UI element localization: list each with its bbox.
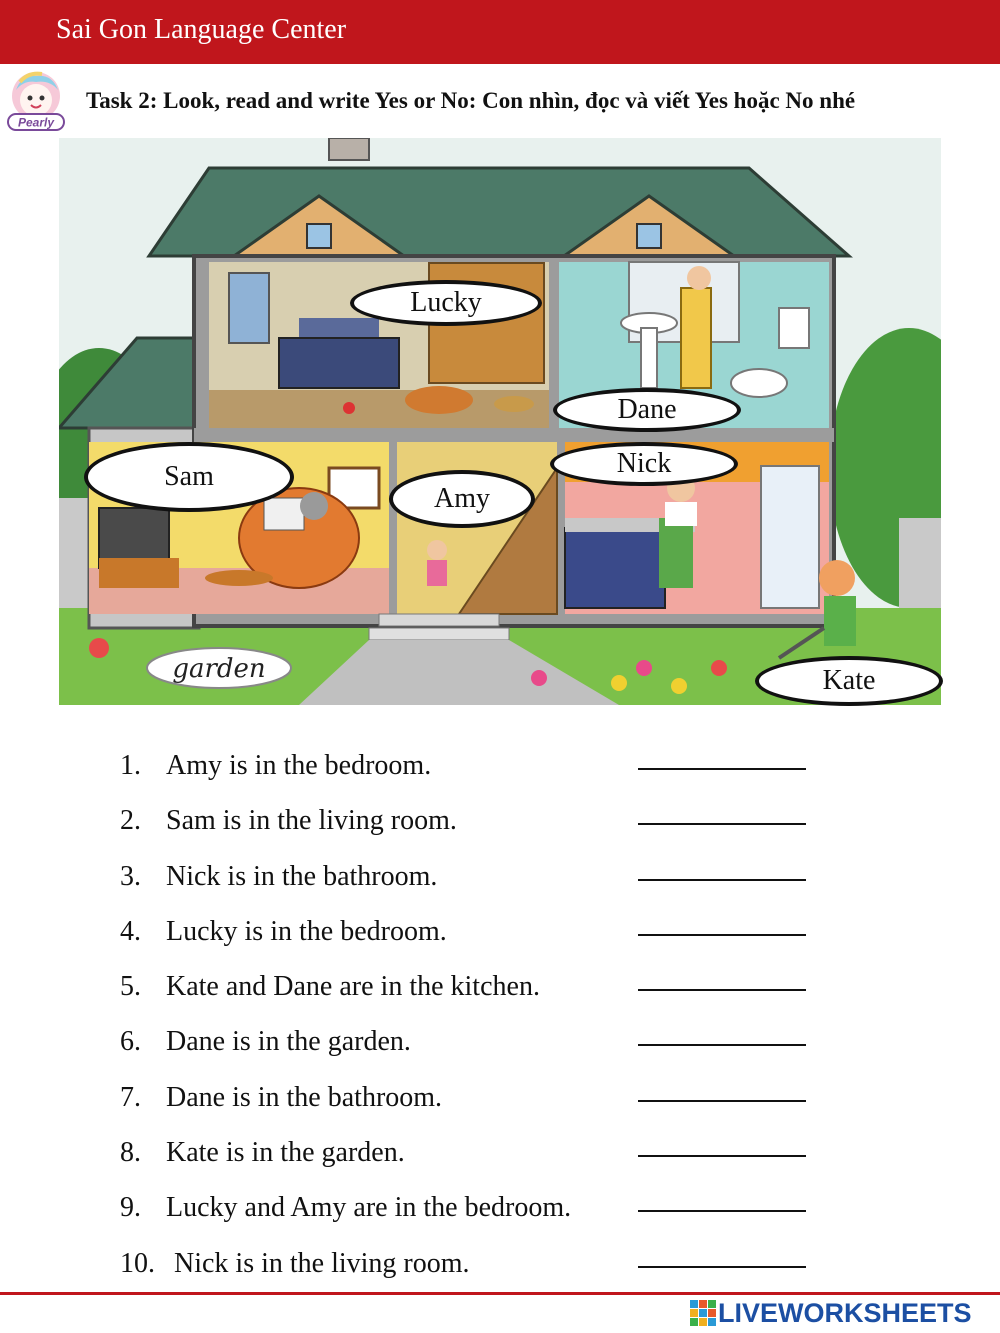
answer-blank[interactable] — [638, 768, 806, 770]
garden-sign-text: garden — [172, 654, 266, 684]
label-lucky: Lucky — [350, 280, 542, 326]
question-text: Nick is in the bathroom. — [166, 860, 438, 892]
answer-blank[interactable] — [638, 879, 806, 881]
question-number: 5. — [120, 971, 141, 1003]
question-list — [120, 740, 840, 1293]
question-text: Dane is in the garden. — [166, 1026, 411, 1058]
hallway — [397, 442, 557, 614]
question-item — [120, 1238, 840, 1293]
question-item — [120, 1182, 840, 1237]
liveworksheets-logo — [688, 1296, 993, 1330]
question-number: 9. — [120, 1192, 141, 1224]
question-number: 7. — [120, 1081, 141, 1113]
pearly-mascot-icon — [2, 68, 70, 132]
answer-blank[interactable] — [638, 1266, 806, 1268]
label-sam: Sam — [84, 442, 294, 512]
question-text: Kate is in the garden. — [166, 1137, 405, 1169]
question-number: 8. — [120, 1137, 141, 1169]
question-item — [120, 906, 840, 961]
question-text: Kate and Dane are in the kitchen. — [166, 971, 540, 1003]
question-item — [120, 740, 840, 795]
task-instruction: Task 2: Look, read and write Yes or No: Con nhìn, đọc và viết Yes hoặc No nhé — [86, 88, 856, 113]
question-number: 2. — [120, 805, 141, 837]
question-number: 6. — [120, 1026, 141, 1058]
question-number: 4. — [120, 915, 141, 947]
question-item — [120, 851, 840, 906]
answer-blank[interactable] — [638, 1100, 806, 1102]
question-text: Sam is in the living room. — [166, 805, 457, 837]
question-text: Lucky is in the bedroom. — [166, 915, 447, 947]
answer-blank[interactable] — [638, 1210, 806, 1212]
header-bar — [0, 0, 1000, 64]
question-item — [120, 1072, 840, 1127]
answer-blank[interactable] — [638, 823, 806, 825]
question-text: Nick is in the living room. — [174, 1247, 470, 1279]
question-number: 1. — [120, 750, 141, 781]
question-item — [120, 1127, 840, 1182]
question-item — [120, 1016, 840, 1071]
question-number: 10. — [120, 1247, 155, 1279]
liveworksheets-icon — [690, 1300, 716, 1326]
footer-divider — [0, 1292, 1000, 1295]
question-item — [120, 961, 840, 1016]
header-title: Sai Gon Language Center — [56, 14, 347, 45]
answer-blank[interactable] — [638, 1155, 806, 1157]
label-kate: Kate — [755, 656, 943, 706]
answer-blank[interactable] — [638, 989, 806, 991]
label-dane: Dane — [553, 388, 741, 432]
question-text: Lucky and Amy are in the bedroom. — [166, 1192, 572, 1224]
question-text: Dane is in the bathroom. — [166, 1081, 443, 1113]
logo-text: Pearly — [17, 115, 55, 130]
label-amy: Amy — [389, 470, 535, 528]
question-text: Amy is in the bedroom. — [166, 750, 432, 781]
question-item — [120, 795, 840, 850]
question-number: 3. — [120, 860, 141, 892]
liveworksheets-brand: LIVEWORKSHEETS — [718, 1298, 972, 1328]
answer-blank[interactable] — [638, 934, 806, 936]
answer-blank[interactable] — [638, 1044, 806, 1046]
house-illustration — [59, 138, 941, 705]
label-nick: Nick — [550, 442, 738, 486]
